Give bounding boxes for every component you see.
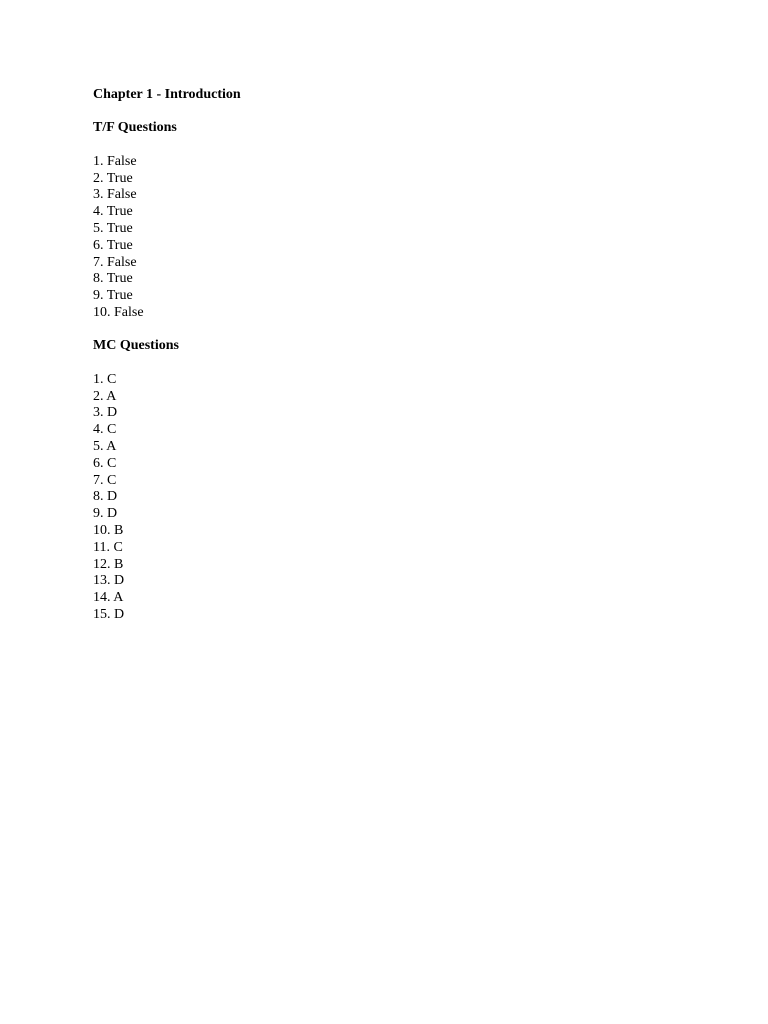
mc-answer-list — [93, 372, 693, 624]
tf-answer-item: 7. False — [93, 254, 137, 270]
tf-answer-item: 3. False — [93, 187, 137, 203]
tf-answer-item: 10. False — [93, 304, 144, 320]
tf-answer-item: 9. True — [93, 288, 133, 304]
tf-answer-item: 1. False — [93, 153, 137, 169]
document-page — [93, 87, 693, 624]
tf-answer-item: 5. True — [93, 220, 133, 236]
mc-answer-item: 9. D — [93, 506, 118, 522]
mc-answer-item: 8. D — [93, 489, 118, 505]
tf-answer-item: 8. True — [93, 271, 133, 287]
mc-section-title: MC Questions — [93, 338, 179, 354]
mc-answer-item: 4. C — [93, 422, 117, 438]
mc-answer-item: 13. D — [93, 573, 125, 589]
mc-answer-item: 10. B — [93, 522, 124, 538]
tf-answer-list — [93, 154, 693, 322]
mc-answer-item: 14. A — [93, 590, 124, 606]
mc-answer-item: 1. C — [93, 371, 117, 387]
mc-answer-item: 7. C — [93, 472, 117, 488]
mc-answer-item: 2. A — [93, 388, 117, 404]
mc-answer-item: 3. D — [93, 405, 118, 421]
tf-section-title: T/F Questions — [93, 120, 177, 136]
mc-answer-item: 11. C — [93, 539, 123, 555]
tf-answer-item: 2. True — [93, 170, 133, 186]
mc-answer-item: 6. C — [93, 455, 117, 471]
mc-answer-item: 12. B — [93, 556, 124, 572]
chapter-title: Chapter 1 - Introduction — [93, 87, 241, 102]
mc-answer-item: 15. D — [93, 606, 125, 622]
mc-answer-item: 5. A — [93, 438, 117, 454]
tf-answer-item: 4. True — [93, 204, 133, 220]
tf-answer-item: 6. True — [93, 237, 133, 253]
